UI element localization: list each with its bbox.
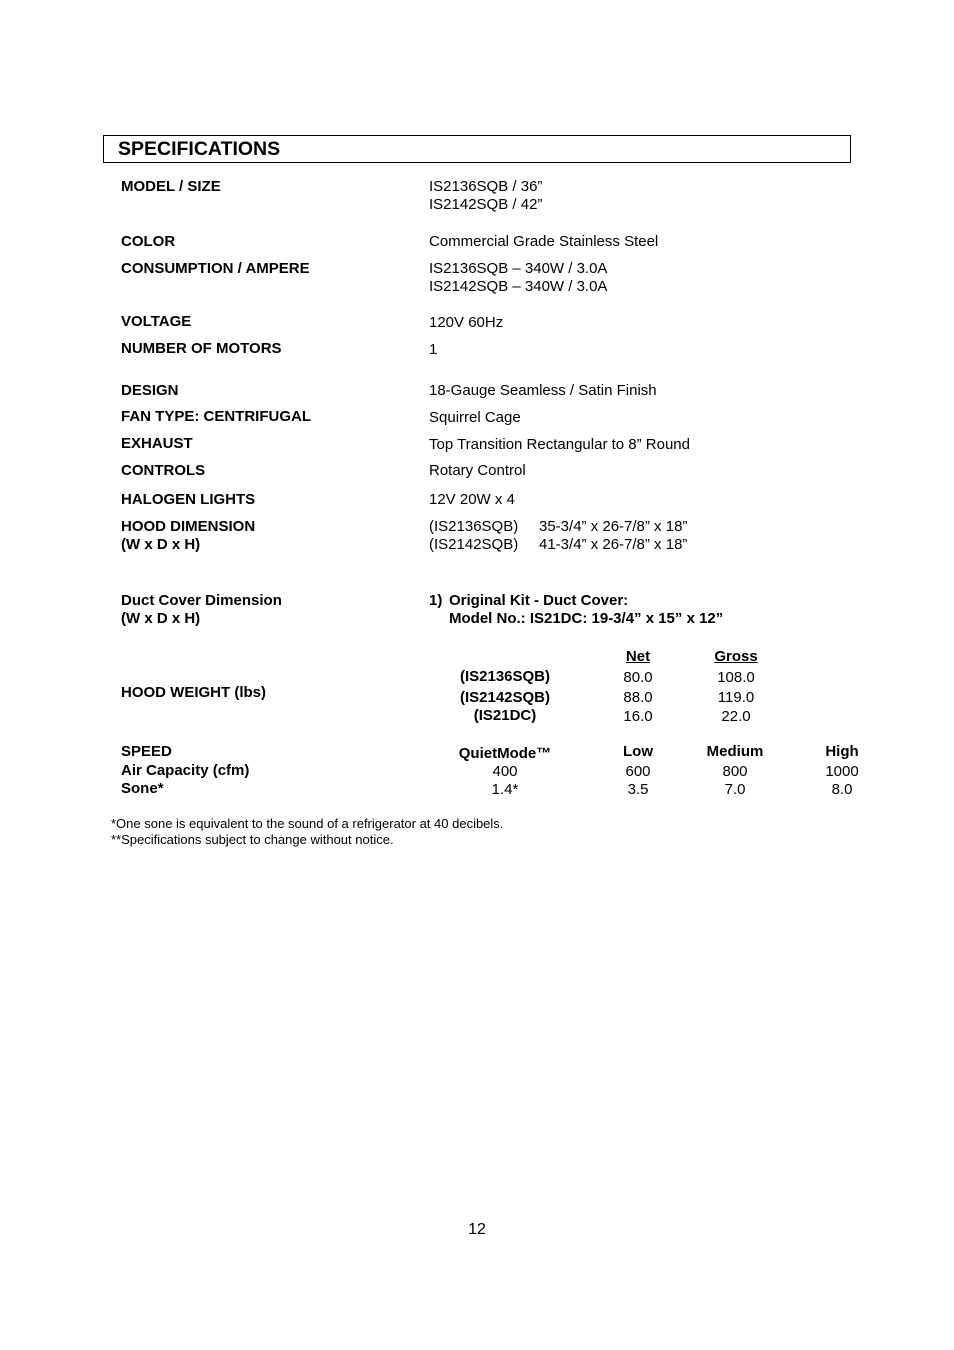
design-value: 18-Gauge Seamless / Satin Finish — [429, 382, 657, 399]
sone-high: 8.0 — [831, 781, 853, 798]
duct-cover-item-number: 1) — [429, 592, 443, 609]
hood-dimension-model-1: (IS2136SQB) — [429, 518, 519, 535]
motors-value: 1 — [429, 341, 438, 358]
speed-col-medium: Medium — [706, 743, 764, 760]
color-value: Commercial Grade Stainless Steel — [429, 233, 659, 250]
section-header — [103, 135, 851, 163]
model-size-value-1: IS2136SQB / 36” — [429, 178, 543, 195]
controls-value: Rotary Control — [429, 462, 526, 479]
duct-cover-item-title: Original Kit - Duct Cover: — [449, 592, 629, 609]
consumption-label: CONSUMPTION / AMPERE — [121, 260, 310, 277]
cfm-low: 600 — [625, 763, 651, 780]
weight-model-2: (IS2142SQB) — [459, 689, 551, 706]
cfm-quietmode: 400 — [492, 763, 518, 780]
duct-cover-item-detail: Model No.: IS21DC: 19-3/4” x 15” x 12” — [449, 610, 724, 627]
duct-cover-sublabel: (W x D x H) — [121, 610, 201, 627]
model-size-value-2: IS2142SQB / 42” — [429, 196, 543, 213]
hood-dimension-label: HOOD DIMENSION — [121, 518, 256, 535]
weight-net-3: 16.0 — [623, 708, 653, 725]
voltage-label: VOLTAGE — [121, 313, 192, 330]
color-label: COLOR — [121, 233, 176, 250]
page-number: 12 — [468, 1221, 486, 1238]
hood-weight-label: HOOD WEIGHT (lbs) — [121, 684, 266, 701]
duct-cover-label: Duct Cover Dimension — [121, 592, 282, 609]
model-size-label: MODEL / SIZE — [121, 178, 221, 195]
speed-col-quietmode: QuietMode™ — [458, 745, 552, 762]
weight-model-1: (IS2136SQB) — [459, 668, 551, 685]
speed-col-high: High — [825, 743, 859, 760]
air-capacity-label: Air Capacity (cfm) — [121, 762, 250, 779]
weight-header-net: Net — [625, 648, 651, 665]
cfm-high: 1000 — [825, 763, 859, 780]
page-title: SPECIFICATIONS — [118, 138, 281, 160]
weight-gross-3: 22.0 — [721, 708, 751, 725]
exhaust-label: EXHAUST — [121, 435, 193, 452]
motors-label: NUMBER OF MOTORS — [121, 340, 282, 357]
weight-gross-2: 119.0 — [717, 689, 755, 706]
halogen-value: 12V 20W x 4 — [429, 491, 515, 508]
hood-dimension-sublabel: (W x D x H) — [121, 536, 201, 553]
speed-label: SPEED — [121, 743, 172, 760]
exhaust-value: Top Transition Rectangular to 8” Round — [429, 436, 690, 453]
fan-type-label: FAN TYPE: CENTRIFUGAL — [121, 408, 311, 425]
controls-label: CONTROLS — [121, 462, 206, 479]
consumption-value-2: IS2142SQB – 340W / 3.0A — [429, 278, 608, 295]
sone-label: Sone* — [121, 780, 164, 797]
design-label: DESIGN — [121, 382, 179, 399]
weight-net-2: 88.0 — [623, 689, 653, 706]
footnote-specs: **Specifications subject to change without notice. — [111, 832, 394, 847]
voltage-value: 120V 60Hz — [429, 314, 504, 331]
hood-dimension-dims-1: 35-3/4” x 26-7/8” x 18” — [539, 518, 688, 535]
footnote-sone: *One sone is equivalent to the sound of a refrigerator at 40 decibels. — [111, 816, 504, 831]
sone-medium: 7.0 — [724, 781, 746, 798]
fan-type-value: Squirrel Cage — [429, 409, 521, 426]
consumption-value-1: IS2136SQB – 340W / 3.0A — [429, 260, 608, 277]
halogen-label: HALOGEN LIGHTS — [121, 491, 256, 508]
weight-net-1: 80.0 — [623, 669, 653, 686]
hood-dimension-model-2: (IS2142SQB) — [429, 536, 519, 553]
weight-header-gross: Gross — [714, 648, 758, 665]
weight-model-3: (IS21DC) — [473, 707, 537, 724]
speed-col-low: Low — [623, 743, 653, 760]
hood-dimension-dims-2: 41-3/4” x 26-7/8” x 18” — [539, 536, 688, 553]
weight-gross-1: 108.0 — [717, 669, 755, 686]
cfm-medium: 800 — [722, 763, 748, 780]
sone-low: 3.5 — [627, 781, 649, 798]
sone-quietmode: 1.4* — [491, 781, 519, 798]
